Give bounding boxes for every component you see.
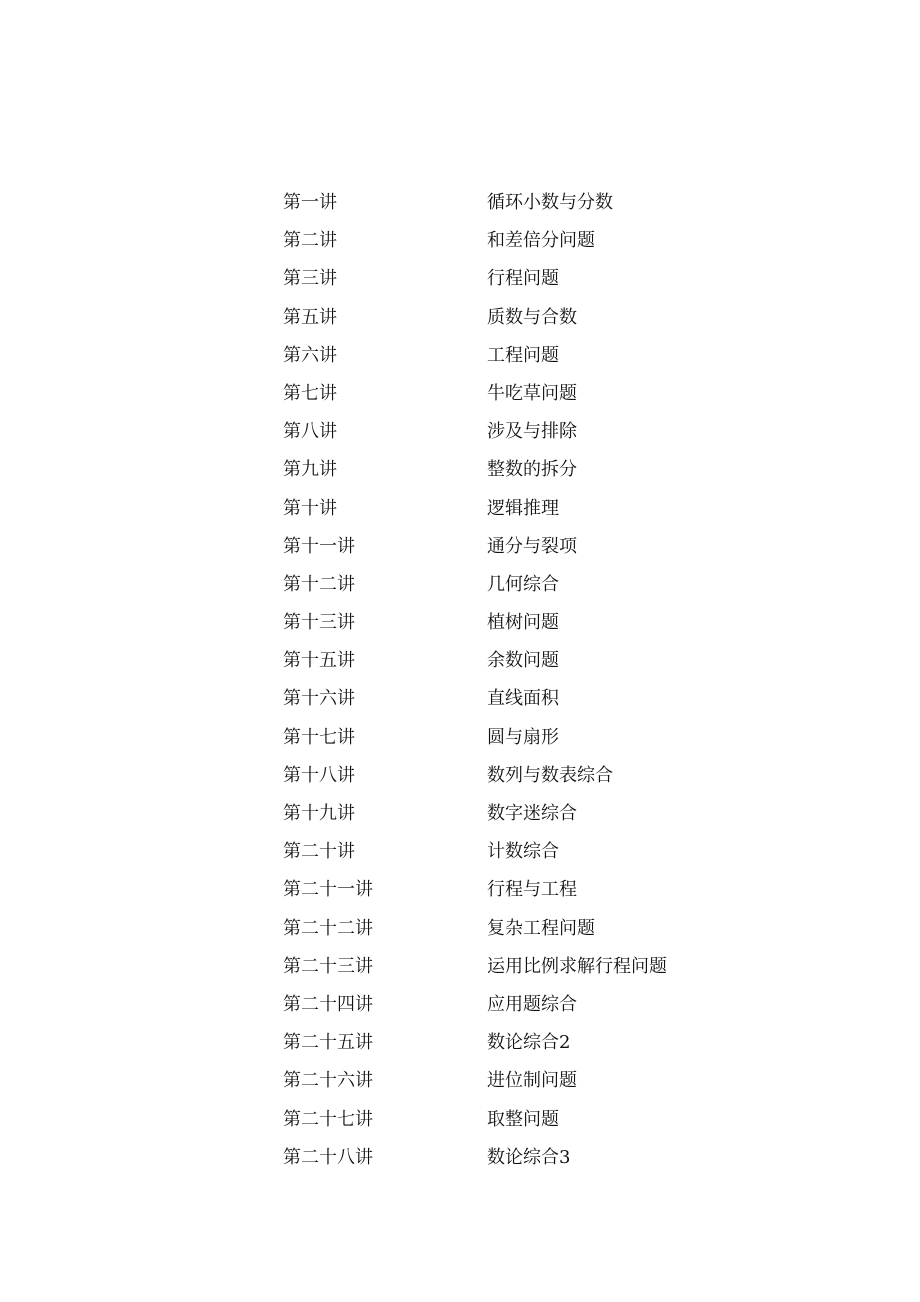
- toc-row: [283, 337, 743, 375]
- toc-row: [283, 299, 743, 337]
- toc-row: [283, 413, 743, 451]
- lecture-number: 第十一讲: [283, 535, 355, 557]
- lecture-number: 第二十三讲: [283, 955, 373, 977]
- lecture-number: 第六讲: [283, 344, 337, 366]
- lecture-topic: 整数的拆分: [487, 459, 577, 481]
- lecture-number: 第二十讲: [283, 841, 355, 863]
- lecture-number: 第十讲: [283, 497, 337, 519]
- toc-row: [283, 719, 743, 757]
- lecture-number: 第二十二讲: [283, 917, 373, 939]
- lecture-topic: 几何综合: [487, 573, 559, 595]
- toc-row: [283, 757, 743, 795]
- lecture-topic: 循环小数与分数: [487, 192, 613, 213]
- lecture-number: 第十六讲: [283, 688, 355, 710]
- toc-row: [283, 910, 743, 948]
- lecture-topic: 行程问题: [487, 268, 559, 290]
- lecture-topic: 应用题综合: [487, 993, 577, 1015]
- toc-row: [283, 986, 743, 1024]
- toc-row: [283, 795, 743, 833]
- lecture-topic: 圆与扇形: [487, 726, 559, 748]
- toc-row: [283, 184, 743, 222]
- lecture-topic: 通分与裂项: [487, 535, 577, 557]
- toc-row: [283, 1101, 743, 1139]
- lecture-number: 第二十八讲: [283, 1146, 373, 1168]
- lecture-number: 第二十四讲: [283, 993, 373, 1015]
- lecture-number: 第一讲: [283, 192, 337, 213]
- toc-row: [283, 948, 743, 986]
- lecture-number: 第十九讲: [283, 803, 355, 824]
- toc-row: [283, 260, 743, 298]
- table-of-contents: [283, 184, 743, 1177]
- lecture-topic: 质数与合数: [487, 306, 577, 328]
- lecture-number: 第九讲: [283, 459, 337, 481]
- lecture-topic: 运用比例求解行程问题: [487, 955, 667, 977]
- lecture-number: 第十三讲: [283, 612, 355, 634]
- lecture-number: 第八讲: [283, 421, 337, 443]
- lecture-topic: 数列与数表综合: [487, 764, 613, 786]
- lecture-topic: 工程问题: [487, 344, 559, 366]
- toc-row: [283, 528, 743, 566]
- lecture-number: 第七讲: [283, 382, 337, 404]
- lecture-topic: 数论综合2: [487, 1032, 571, 1054]
- lecture-number: 第二十五讲: [283, 1032, 373, 1054]
- lecture-topic: 取整问题: [487, 1108, 559, 1130]
- lecture-topic: 植树问题: [487, 612, 559, 634]
- toc-row: [283, 642, 743, 680]
- lecture-topic: 余数问题: [487, 650, 559, 672]
- toc-row: [283, 1139, 743, 1177]
- lecture-topic: 复杂工程问题: [487, 917, 595, 939]
- lecture-topic: 计数综合: [487, 841, 559, 863]
- toc-row: [283, 1024, 743, 1062]
- lecture-number: 第十五讲: [283, 650, 355, 672]
- lecture-topic: 数字迷综合: [487, 803, 577, 824]
- lecture-topic: 数论综合3: [487, 1146, 571, 1168]
- lecture-number: 第五讲: [283, 306, 337, 328]
- toc-row: [283, 375, 743, 413]
- toc-row: [283, 1062, 743, 1100]
- lecture-number: 第二十一讲: [283, 879, 373, 901]
- lecture-number: 第十七讲: [283, 726, 355, 748]
- lecture-number: 第二十七讲: [283, 1108, 373, 1130]
- toc-row: [283, 680, 743, 718]
- toc-row: [283, 871, 743, 909]
- toc-row: [283, 222, 743, 260]
- lecture-number: 第二十六讲: [283, 1070, 373, 1092]
- toc-row: [283, 566, 743, 604]
- toc-row: [283, 490, 743, 528]
- lecture-topic: 进位制问题: [487, 1070, 577, 1092]
- lecture-number: 第十八讲: [283, 764, 355, 786]
- toc-row: [283, 833, 743, 871]
- lecture-topic: 牛吃草问题: [487, 382, 577, 404]
- lecture-topic: 直线面积: [487, 688, 559, 710]
- lecture-topic: 涉及与排除: [487, 421, 577, 443]
- lecture-number: 第十二讲: [283, 573, 355, 595]
- lecture-topic: 逻辑推理: [487, 497, 559, 519]
- lecture-topic: 行程与工程: [487, 879, 577, 901]
- lecture-number: 第二讲: [283, 230, 337, 252]
- toc-row: [283, 451, 743, 489]
- lecture-number: 第三讲: [283, 268, 337, 290]
- toc-row: [283, 604, 743, 642]
- lecture-topic: 和差倍分问题: [487, 230, 595, 252]
